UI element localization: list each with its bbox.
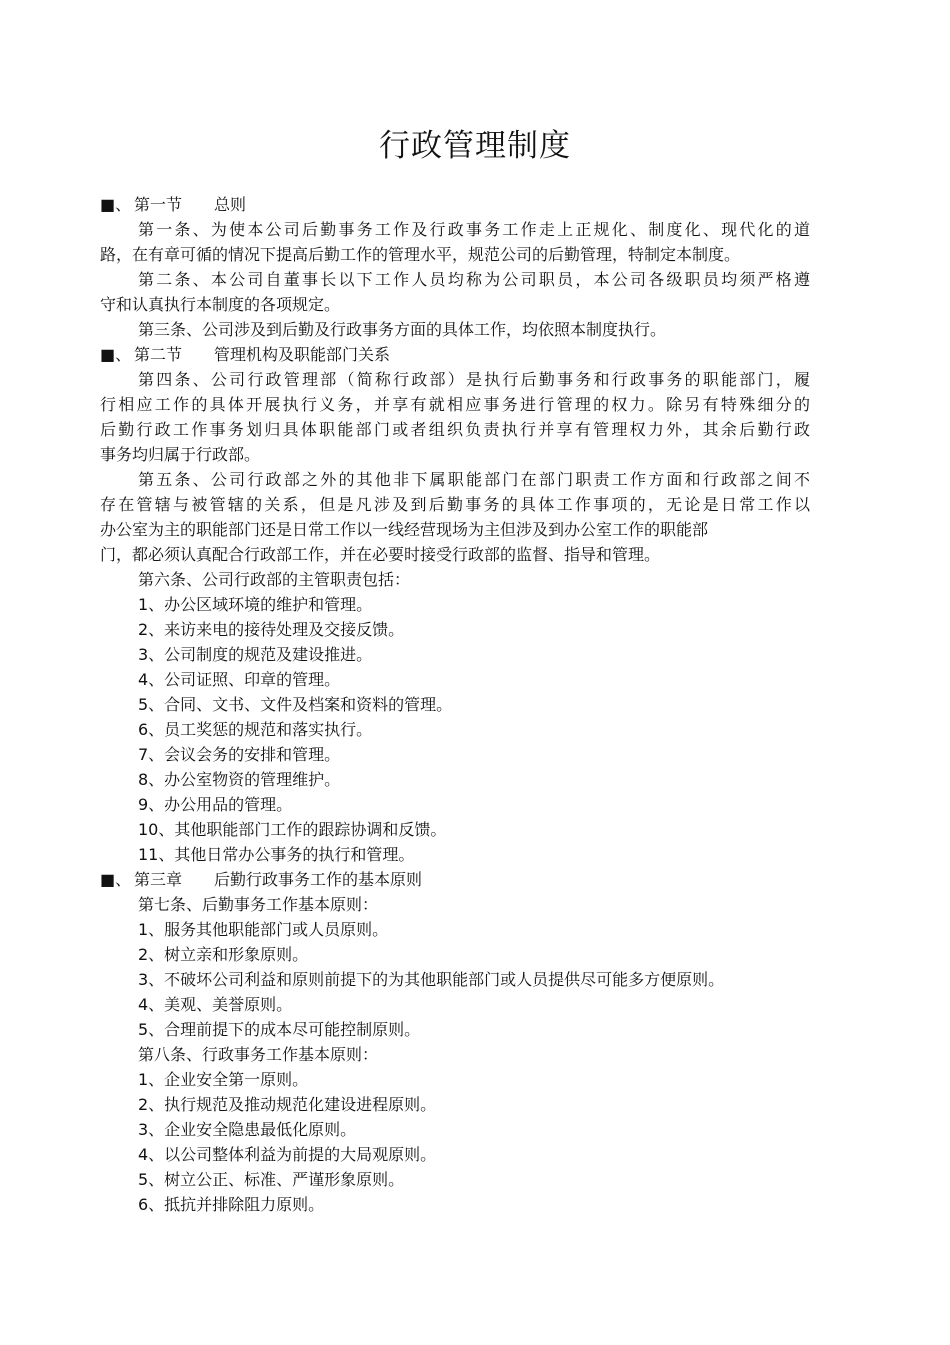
paragraph-line: 6、抵抗并排除阻力原则。	[138, 1195, 325, 1214]
paragraph-line: 7、会议会务的安排和管理。	[138, 745, 341, 764]
paragraph-line: 1、企业安全第一原则。	[138, 1070, 309, 1089]
paragraph-line: 第三条、公司涉及到后勤及行政事务方面的具体工作，均依照本制度执行。	[138, 320, 667, 339]
section-number: 第三章	[134, 870, 183, 889]
paragraph-line: 2、执行规范及推动规范化建设进程原则。	[138, 1095, 437, 1114]
section-heading	[100, 192, 810, 217]
paragraph-line: 11、其他日常办公事务的执行和管理。	[138, 845, 415, 864]
paragraph-line: 1、服务其他职能部门或人员原则。	[138, 920, 389, 939]
paragraph-line: 5、合理前提下的成本尽可能控制原则。	[138, 1020, 421, 1039]
paragraph-line: 第七条、后勤事务工作基本原则：	[138, 895, 379, 914]
section-title: 后勤行政事务工作的基本原则	[214, 870, 423, 889]
paragraph-line: 3、不破坏公司利益和原则前提下的为其他职能部门或人员提供尽可能多方便原则。	[138, 970, 725, 989]
paragraph-line: 存在管辖与被管辖的关系，但是凡涉及到后勤事务的具体工作事项的，无论是日常工作以	[100, 495, 810, 514]
section-heading	[100, 342, 810, 367]
paragraph-line: 5、合同、文书、文件及档案和资料的管理。	[138, 695, 453, 714]
section-marker: ■、	[100, 195, 132, 214]
paragraph-line: 8、办公室物资的管理维护。	[138, 770, 341, 789]
paragraph-line: 4、美观、美誉原则。	[138, 995, 293, 1014]
paragraph-line: 5、树立公正、标准、严谨形象原则。	[138, 1170, 405, 1189]
paragraph-line: 3、公司制度的规范及建设推进。	[138, 645, 373, 664]
document-body	[100, 192, 810, 1217]
section-title: 管理机构及职能部门关系	[214, 345, 391, 364]
paragraph-line: 第二条、本公司自董事长以下工作人员均称为公司职员，本公司各级职员均须严格遵	[138, 270, 810, 289]
paragraph-line: 6、员工奖惩的规范和落实执行。	[138, 720, 373, 739]
paragraph-line: 第八条、行政事务工作基本原则：	[138, 1045, 379, 1064]
paragraph-line: 1、办公区域环境的维护和管理。	[138, 595, 373, 614]
paragraph-line: 2、树立亲和形象原则。	[138, 945, 309, 964]
paragraph-line: 门，都必须认真配合行政部工作，并在必要时接受行政部的监督、指导和管理。	[100, 545, 661, 564]
paragraph-line: 第五条、公司行政部之外的其他非下属职能部门在部门职责工作方面和行政部之间不	[138, 470, 810, 489]
paragraph-line: 3、企业安全隐患最低化原则。	[138, 1120, 357, 1139]
section-number: 第二节	[134, 345, 183, 364]
paragraph-line: 2、来访来电的接待处理及交接反馈。	[138, 620, 405, 639]
section-marker: ■、	[100, 345, 132, 364]
paragraph-line: 第四条、公司行政管理部（简称行政部）是执行后勤事务和行政事务的职能部门，履	[138, 370, 810, 389]
paragraph-line: 4、以公司整体利益为前提的大局观原则。	[138, 1145, 437, 1164]
paragraph-line: 守和认真执行本制度的各项规定。	[100, 295, 341, 314]
paragraph-line: 10、其他职能部门工作的跟踪协调和反馈。	[138, 820, 447, 839]
paragraph-line: 办公室为主的职能部门还是日常工作以一线经营现场为主但涉及到办公室工作的职能部	[100, 520, 709, 539]
paragraph-line: 4、公司证照、印章的管理。	[138, 670, 341, 689]
paragraph-line: 后勤行政工作事务划归具体职能部门或者组织负责执行并享有管理权力外，其余后勤行政	[100, 420, 810, 439]
paragraph-line: 第一条、为使本公司后勤事务工作及行政事务工作走上正规化、制度化、现代化的道	[138, 220, 810, 239]
paragraph-line: 事务均归属于行政部。	[100, 445, 261, 464]
paragraph-line: 路，在有章可循的情况下提高后勤工作的管理水平，规范公司的后勤管理，特制定本制度。	[100, 245, 741, 264]
section-heading	[100, 867, 810, 892]
section-marker: ■、	[100, 870, 132, 889]
document-title: 行政管理制度	[379, 128, 571, 164]
paragraph-line: 9、办公用品的管理。	[138, 795, 293, 814]
paragraph-line: 第六条、公司行政部的主管职责包括：	[138, 570, 411, 589]
section-number: 第一节	[134, 195, 183, 214]
paragraph-line: 行相应工作的具体开展执行义务，并享有就相应事务进行管理的权力。除另有特殊细分的	[100, 395, 810, 414]
section-title: 总则	[214, 195, 247, 214]
